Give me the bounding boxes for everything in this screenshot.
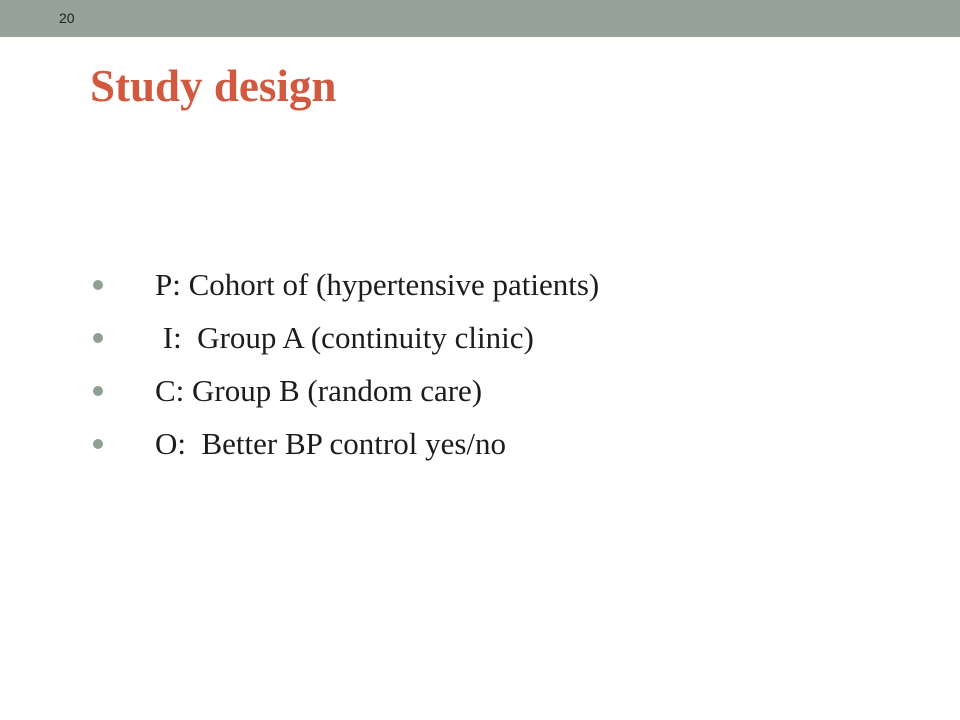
- bullet-list: [90, 258, 599, 470]
- bullet-dot-icon: [93, 386, 103, 396]
- bullet-item: [90, 364, 599, 417]
- bullet-item: [90, 417, 599, 470]
- bullet-dot-icon: [93, 333, 103, 343]
- bullet-dot-icon: [93, 280, 103, 290]
- bullet-text: P: Cohort of (hypertensive patients): [155, 266, 600, 302]
- bullet-text: C: Group B (random care): [155, 372, 483, 408]
- bullet-item: [90, 311, 599, 364]
- bullet-dot-icon: [93, 439, 103, 449]
- bullet-text: O: Better BP control yes/no: [155, 425, 507, 461]
- bullet-text: I: Group A (continuity clinic): [155, 319, 534, 355]
- slide-title: Study design: [90, 61, 337, 111]
- top-bar: [0, 0, 960, 37]
- slide-number: 20: [59, 10, 75, 26]
- bullet-item: [90, 258, 599, 311]
